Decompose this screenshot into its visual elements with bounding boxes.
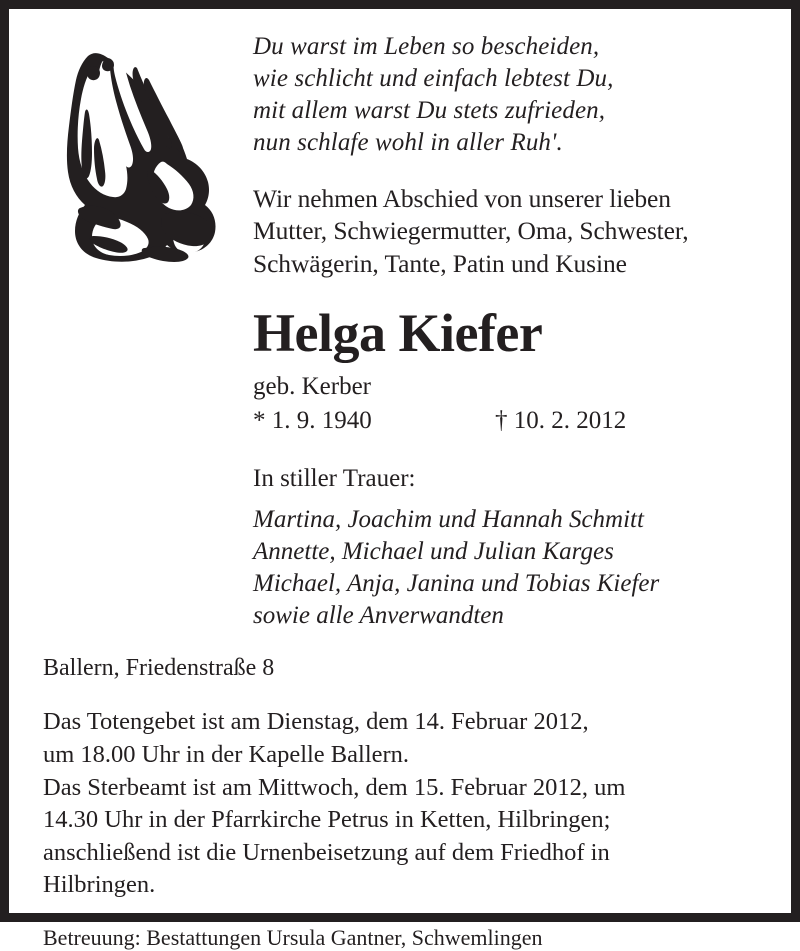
address-line: Ballern, Friedenstraße 8	[43, 655, 275, 682]
birth-date: * 1. 9. 1940	[253, 406, 372, 434]
announcement-line: Wir nehmen Abschied von unserer lieben	[253, 183, 671, 213]
mourning-label: In stiller Trauer:	[253, 465, 416, 493]
upper-section	[9, 9, 791, 631]
service-line: Das Totengebet ist am Dienstag, dem 14. Februar 2012,	[43, 708, 589, 736]
service-line: um 18.00 Uhr in der Kapelle Ballern.	[43, 740, 410, 768]
verse-line: mit allem warst Du stets zufrieden,	[253, 97, 606, 125]
mourner-line: Michael, Anja, Janina und Tobias Kiefer	[253, 569, 660, 597]
announcement-line: Mutter, Schwiegermutter, Oma, Schwester,	[253, 216, 689, 246]
announcement-text	[253, 160, 763, 281]
memorial-verse	[253, 31, 763, 160]
funeral-home-credit: Betreuung: Bestattungen Ursula Gantner, Schwemlingen	[43, 924, 543, 950]
text-column	[253, 9, 791, 631]
verse-line: nun schlafe wohl in aller Ruh'.	[253, 129, 563, 157]
verse-line: wie schlicht und einfach lebtest Du,	[253, 65, 614, 93]
mourner-line: sowie alle Anverwandten	[253, 601, 504, 629]
mourner-line: Martina, Joachim und Hannah Schmitt	[253, 506, 644, 534]
service-line: anschließend ist die Urnenbeisetzung auf dem Friedhof in	[43, 838, 610, 866]
death-date: † 10. 2. 2012	[495, 406, 627, 434]
mourner-line: Annette, Michael und Julian Karges	[253, 538, 614, 566]
verse-line: Du warst im Leben so bescheiden,	[253, 33, 600, 60]
mourner-list	[253, 494, 763, 631]
service-line: Hilbringen.	[43, 871, 156, 899]
lower-section	[9, 631, 791, 951]
praying-hands-icon	[33, 22, 223, 272]
announcement-line: Schwägerin, Tante, Patin und Kusine	[253, 248, 627, 278]
notice-page	[9, 9, 791, 950]
service-details	[43, 683, 769, 901]
maiden-name: geb. Kerber	[253, 373, 371, 401]
service-line: 14.30 Uhr in der Pfarrkirche Petrus in Ketten, Hilbringen;	[43, 806, 611, 834]
deceased-name: Helga Kiefer	[253, 303, 543, 364]
service-line: Das Sterbeamt ist am Mittwoch, dem 15. Februar 2012, um	[43, 773, 626, 801]
life-dates	[253, 403, 763, 437]
